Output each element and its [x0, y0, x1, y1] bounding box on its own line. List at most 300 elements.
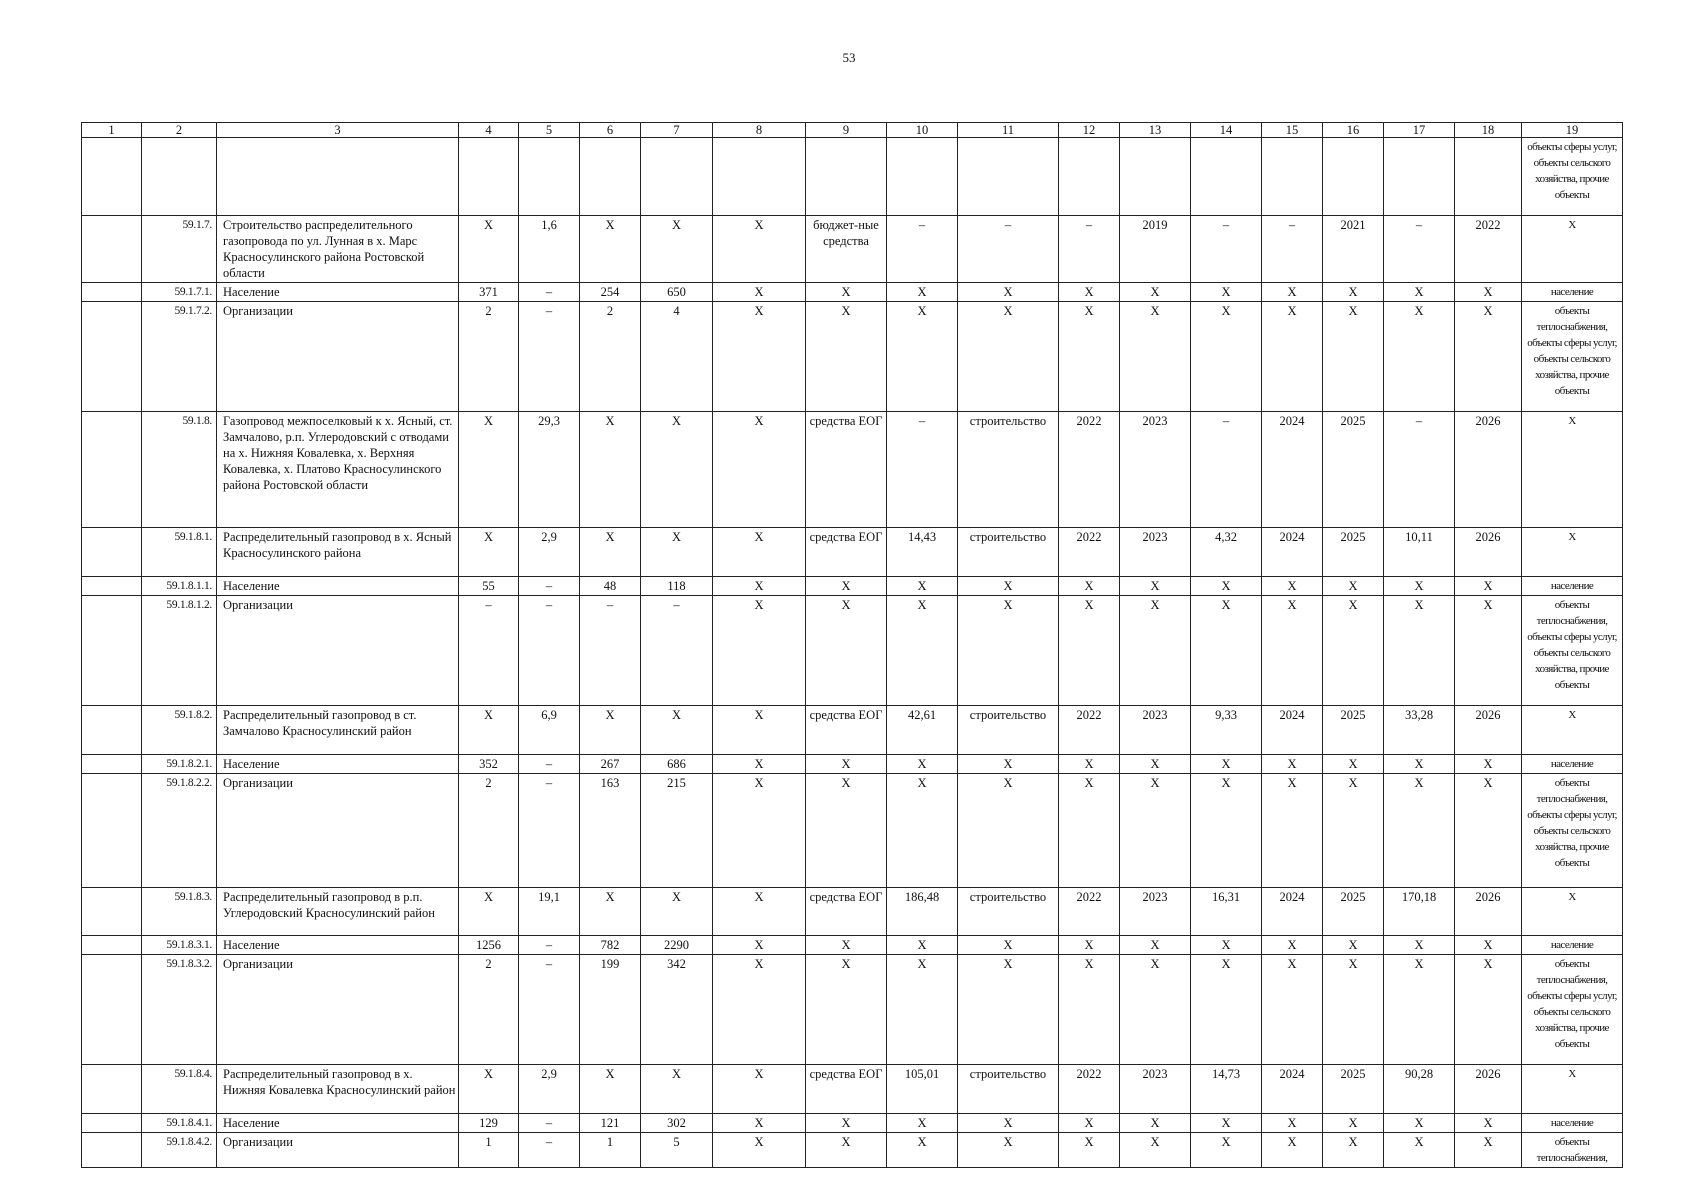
- table-cell-col-2: 59.1.8.1.1.: [142, 577, 217, 596]
- table-cell-col-1: [82, 706, 142, 755]
- table-cell-col-6: 2: [580, 302, 641, 412]
- table-cell-col-16: Х: [1323, 955, 1384, 1065]
- table-cell-col-11: Х: [958, 596, 1059, 706]
- table-row: [82, 577, 1623, 596]
- table-cell-col-3: Население: [217, 1114, 459, 1133]
- column-number-cell: 15: [1262, 123, 1323, 138]
- column-number-cell: 17: [1384, 123, 1455, 138]
- table-cell-col-9: средства ЕОГ: [806, 1065, 887, 1114]
- table-cell-col-4: 371: [459, 283, 519, 302]
- column-number-cell: 8: [713, 123, 806, 138]
- table-cell-col-5: 1,6: [519, 216, 580, 283]
- table-cell-col-10: 105,01: [887, 1065, 958, 1114]
- table-cell-col-13: 2023: [1120, 412, 1191, 528]
- table-cell-col-5: 2,9: [519, 1065, 580, 1114]
- table-cell-col-15: 2024: [1262, 888, 1323, 936]
- table-cell-col-7: 118: [641, 577, 713, 596]
- table-cell-col-5: –: [519, 302, 580, 412]
- table-cell-col-7: 302: [641, 1114, 713, 1133]
- table-cell-col-8: Х: [713, 412, 806, 528]
- table-row: [82, 1114, 1623, 1133]
- table-cell-col-2: [142, 138, 217, 216]
- table-cell-col-13: 2023: [1120, 888, 1191, 936]
- column-number-cell: 10: [887, 123, 958, 138]
- table-cell-col-13: [1120, 138, 1191, 216]
- table-cell-col-12: Х: [1059, 1114, 1120, 1133]
- table-cell-col-8: Х: [713, 577, 806, 596]
- table-cell-col-14: 16,31: [1191, 888, 1262, 936]
- table-row: [82, 1133, 1623, 1168]
- table-cell-col-18: Х: [1455, 936, 1522, 955]
- table-cell-col-14: [1191, 138, 1262, 216]
- table-cell-col-17: –: [1384, 216, 1455, 283]
- table-cell-col-5: –: [519, 755, 580, 774]
- column-number-cell: 3: [217, 123, 459, 138]
- table-cell-col-17: 170,18: [1384, 888, 1455, 936]
- table-cell-col-2: 59.1.7.2.: [142, 302, 217, 412]
- table-cell-col-11: Х: [958, 577, 1059, 596]
- table-cell-col-17: Х: [1384, 302, 1455, 412]
- table-cell-col-19: объекты сферы услуг, объекты сельского хозяйства, прочие объекты: [1522, 138, 1623, 216]
- table-cell-col-2: 59.1.7.: [142, 216, 217, 283]
- table-cell-col-7: 5: [641, 1133, 713, 1168]
- table-cell-col-12: 2022: [1059, 528, 1120, 577]
- table-cell-col-3: Население: [217, 936, 459, 955]
- table-cell-col-6: 254: [580, 283, 641, 302]
- table-cell-col-14: Х: [1191, 1114, 1262, 1133]
- table-cell-col-17: 10,11: [1384, 528, 1455, 577]
- column-number-cell: 19: [1522, 123, 1623, 138]
- table-cell-col-4: Х: [459, 1065, 519, 1114]
- table-cell-col-6: 48: [580, 577, 641, 596]
- table-row: [82, 955, 1623, 1065]
- table-cell-col-13: Х: [1120, 955, 1191, 1065]
- table-cell-col-13: Х: [1120, 577, 1191, 596]
- table-cell-col-2: 59.1.8.4.2.: [142, 1133, 217, 1168]
- table-cell-col-11: строительство: [958, 412, 1059, 528]
- table-cell-col-4: Х: [459, 412, 519, 528]
- column-number-cell: 18: [1455, 123, 1522, 138]
- table-row: [82, 774, 1623, 888]
- table-cell-col-4: 2: [459, 302, 519, 412]
- table-cell-col-11: строительство: [958, 706, 1059, 755]
- table-cell-col-10: Х: [887, 596, 958, 706]
- table-cell-col-8: Х: [713, 216, 806, 283]
- table-cell-col-19: Х: [1522, 706, 1623, 755]
- table-cell-col-9: Х: [806, 755, 887, 774]
- table-cell-col-1: [82, 577, 142, 596]
- table-cell-col-4: –: [459, 596, 519, 706]
- table-cell-col-10: Х: [887, 577, 958, 596]
- table-cell-col-8: Х: [713, 1133, 806, 1168]
- table-cell-col-1: [82, 1065, 142, 1114]
- table-cell-col-6: Х: [580, 1065, 641, 1114]
- table-cell-col-3: Распределительный газопровод в ст. Замчалово Красносулинский район: [217, 706, 459, 755]
- table-row: [82, 755, 1623, 774]
- table-cell-col-12: [1059, 138, 1120, 216]
- table-cell-col-15: Х: [1262, 1133, 1323, 1168]
- table-cell-col-6: [580, 138, 641, 216]
- table-cell-col-7: 342: [641, 955, 713, 1065]
- table-cell-col-19: объекты теплоснабжения, объекты сферы услуг, объекты сельского хозяйства, прочие объекты: [1522, 596, 1623, 706]
- table-cell-col-3: Население: [217, 577, 459, 596]
- table-cell-col-3: Газопровод межпоселковый к х. Ясный, ст. Замчалово, р.п. Углеродовский с отводами на х. Нижняя Ковалевка, х. Верхняя Ковалевка, х. Платово Красносулинского района Ростовской области: [217, 412, 459, 528]
- column-number-cell: 16: [1323, 123, 1384, 138]
- table-cell-col-13: Х: [1120, 755, 1191, 774]
- table-cell-col-15: Х: [1262, 302, 1323, 412]
- table-cell-col-18: 2022: [1455, 216, 1522, 283]
- table-cell-col-12: Х: [1059, 577, 1120, 596]
- table-cell-col-9: Х: [806, 955, 887, 1065]
- table-cell-col-3: Распределительный газопровод в х. Ясный Красносулинского района: [217, 528, 459, 577]
- table-cell-col-18: Х: [1455, 755, 1522, 774]
- table-cell-col-15: Х: [1262, 774, 1323, 888]
- table-cell-col-8: Х: [713, 755, 806, 774]
- table-cell-col-13: Х: [1120, 596, 1191, 706]
- table-cell-col-19: Х: [1522, 1065, 1623, 1114]
- table-cell-col-9: средства ЕОГ: [806, 706, 887, 755]
- table-cell-col-3: Распределительный газопровод в х. Нижняя Ковалевка Красносулинский район: [217, 1065, 459, 1114]
- column-number-row: [82, 123, 1623, 138]
- table-cell-col-19: население: [1522, 577, 1623, 596]
- table-cell-col-12: Х: [1059, 596, 1120, 706]
- table-cell-col-3: Организации: [217, 596, 459, 706]
- table-cell-col-11: строительство: [958, 528, 1059, 577]
- table-cell-col-16: Х: [1323, 596, 1384, 706]
- table-cell-col-1: [82, 1114, 142, 1133]
- table-cell-col-6: Х: [580, 216, 641, 283]
- table-cell-col-10: Х: [887, 1114, 958, 1133]
- table-cell-col-5: –: [519, 1133, 580, 1168]
- table-cell-col-19: Х: [1522, 216, 1623, 283]
- table-cell-col-4: 2: [459, 774, 519, 888]
- table-cell-col-9: средства ЕОГ: [806, 528, 887, 577]
- table-cell-col-6: 199: [580, 955, 641, 1065]
- table-row: [82, 528, 1623, 577]
- table-cell-col-15: Х: [1262, 1114, 1323, 1133]
- table-cell-col-13: Х: [1120, 1133, 1191, 1168]
- table-cell-col-1: [82, 888, 142, 936]
- column-number-cell: 2: [142, 123, 217, 138]
- table-row: [82, 706, 1623, 755]
- table-cell-col-19: Х: [1522, 888, 1623, 936]
- data-table: [81, 122, 1623, 1168]
- table-cell-col-8: Х: [713, 596, 806, 706]
- table-cell-col-4: Х: [459, 216, 519, 283]
- table-cell-col-16: 2025: [1323, 706, 1384, 755]
- table-row: [82, 216, 1623, 283]
- table-cell-col-8: Х: [713, 936, 806, 955]
- table-cell-col-8: Х: [713, 283, 806, 302]
- table-cell-col-11: [958, 138, 1059, 216]
- table-cell-col-5: 29,3: [519, 412, 580, 528]
- table-cell-col-19: Х: [1522, 528, 1623, 577]
- table-row: [82, 888, 1623, 936]
- table-cell-col-1: [82, 283, 142, 302]
- table-cell-col-18: 2026: [1455, 1065, 1522, 1114]
- table-row: [82, 283, 1623, 302]
- table-cell-col-3: Организации: [217, 302, 459, 412]
- table-cell-col-5: –: [519, 1114, 580, 1133]
- table-cell-col-15: Х: [1262, 577, 1323, 596]
- table-cell-col-15: Х: [1262, 755, 1323, 774]
- table-cell-col-16: Х: [1323, 774, 1384, 888]
- table-cell-col-13: 2023: [1120, 1065, 1191, 1114]
- table-cell-col-11: –: [958, 216, 1059, 283]
- column-number-cell: 11: [958, 123, 1059, 138]
- table-cell-col-2: 59.1.8.2.: [142, 706, 217, 755]
- table-cell-col-8: Х: [713, 1114, 806, 1133]
- table-cell-col-16: 2025: [1323, 888, 1384, 936]
- column-number-cell: 9: [806, 123, 887, 138]
- table-cell-col-17: Х: [1384, 774, 1455, 888]
- table-cell-col-11: Х: [958, 955, 1059, 1065]
- table-cell-col-10: Х: [887, 774, 958, 888]
- table-cell-col-3: Строительство распределительного газопровода по ул. Лунная в х. Марс Красносулинского района Ростовской области: [217, 216, 459, 283]
- column-number-cell: 1: [82, 123, 142, 138]
- table-cell-col-6: Х: [580, 412, 641, 528]
- table-cell-col-10: 14,43: [887, 528, 958, 577]
- table-cell-col-17: Х: [1384, 1114, 1455, 1133]
- table-cell-col-12: Х: [1059, 936, 1120, 955]
- table-cell-col-17: 33,28: [1384, 706, 1455, 755]
- table-cell-col-1: [82, 302, 142, 412]
- table-cell-col-10: Х: [887, 936, 958, 955]
- table-cell-col-6: –: [580, 596, 641, 706]
- table-cell-col-7: –: [641, 596, 713, 706]
- table-cell-col-7: 2290: [641, 936, 713, 955]
- table-cell-col-7: Х: [641, 528, 713, 577]
- table-cell-col-16: Х: [1323, 936, 1384, 955]
- table-cell-col-8: Х: [713, 955, 806, 1065]
- table-cell-col-1: [82, 1133, 142, 1168]
- table-cell-col-10: Х: [887, 1133, 958, 1168]
- table-cell-col-18: Х: [1455, 1133, 1522, 1168]
- table-cell-col-16: Х: [1323, 1114, 1384, 1133]
- table-cell-col-14: Х: [1191, 936, 1262, 955]
- table-cell-col-15: Х: [1262, 936, 1323, 955]
- table-cell-col-16: 2021: [1323, 216, 1384, 283]
- table-cell-col-5: –: [519, 283, 580, 302]
- table-cell-col-14: Х: [1191, 283, 1262, 302]
- column-number-cell: 14: [1191, 123, 1262, 138]
- table-cell-col-7: 4: [641, 302, 713, 412]
- table-cell-col-9: Х: [806, 283, 887, 302]
- table-cell-col-8: Х: [713, 528, 806, 577]
- table-cell-col-6: 121: [580, 1114, 641, 1133]
- page-number: 53: [842, 50, 856, 65]
- table-cell-col-7: Х: [641, 412, 713, 528]
- table-cell-col-2: 59.1.7.1.: [142, 283, 217, 302]
- table-cell-col-16: Х: [1323, 577, 1384, 596]
- table-cell-col-12: Х: [1059, 955, 1120, 1065]
- table-cell-col-5: 6,9: [519, 706, 580, 755]
- table-cell-col-3: Население: [217, 283, 459, 302]
- table-cell-col-14: –: [1191, 216, 1262, 283]
- table-cell-col-16: Х: [1323, 283, 1384, 302]
- table-cell-col-7: Х: [641, 216, 713, 283]
- table-cell-col-18: 2026: [1455, 706, 1522, 755]
- table-cell-col-7: Х: [641, 888, 713, 936]
- table-cell-col-11: строительство: [958, 888, 1059, 936]
- table-cell-col-1: [82, 216, 142, 283]
- table-cell-col-4: 2: [459, 955, 519, 1065]
- table-cell-col-13: Х: [1120, 774, 1191, 888]
- table-cell-col-14: Х: [1191, 302, 1262, 412]
- table-cell-col-11: Х: [958, 1133, 1059, 1168]
- column-number-cell: 6: [580, 123, 641, 138]
- table-cell-col-18: Х: [1455, 955, 1522, 1065]
- table-cell-col-4: 1: [459, 1133, 519, 1168]
- table-cell-col-2: 59.1.8.4.1.: [142, 1114, 217, 1133]
- table-cell-col-10: –: [887, 216, 958, 283]
- table-cell-col-14: 14,73: [1191, 1065, 1262, 1114]
- table-cell-col-14: –: [1191, 412, 1262, 528]
- table-row: [82, 596, 1623, 706]
- table-cell-col-14: Х: [1191, 755, 1262, 774]
- table-cell-col-19: объекты теплоснабжения,: [1522, 1133, 1623, 1168]
- table-cell-col-12: Х: [1059, 755, 1120, 774]
- table-cell-col-3: [217, 138, 459, 216]
- table-cell-col-2: 59.1.8.1.: [142, 528, 217, 577]
- table-cell-col-2: 59.1.8.3.1.: [142, 936, 217, 955]
- table-row: [82, 138, 1623, 216]
- table-cell-col-5: –: [519, 774, 580, 888]
- table-cell-col-19: объекты теплоснабжения, объекты сферы услуг, объекты сельского хозяйства, прочие объекты: [1522, 302, 1623, 412]
- table-cell-col-10: Х: [887, 955, 958, 1065]
- table-cell-col-9: [806, 138, 887, 216]
- table-cell-col-4: 55: [459, 577, 519, 596]
- table-cell-col-15: 2024: [1262, 412, 1323, 528]
- table-cell-col-10: –: [887, 412, 958, 528]
- table-row: [82, 412, 1623, 528]
- table-cell-col-1: [82, 955, 142, 1065]
- table-cell-col-10: Х: [887, 283, 958, 302]
- table-cell-col-12: 2022: [1059, 888, 1120, 936]
- table-cell-col-2: 59.1.8.2.2.: [142, 774, 217, 888]
- table-cell-col-8: [713, 138, 806, 216]
- column-number-cell: 13: [1120, 123, 1191, 138]
- table-cell-col-10: 186,48: [887, 888, 958, 936]
- table-cell-col-7: Х: [641, 1065, 713, 1114]
- column-number-cell: 5: [519, 123, 580, 138]
- table-cell-col-14: Х: [1191, 1133, 1262, 1168]
- table-cell-col-4: [459, 138, 519, 216]
- table-cell-col-6: Х: [580, 706, 641, 755]
- table-cell-col-16: 2025: [1323, 528, 1384, 577]
- table-cell-col-19: объекты теплоснабжения, объекты сферы услуг, объекты сельского хозяйства, прочие объекты: [1522, 955, 1623, 1065]
- table-cell-col-3: Организации: [217, 774, 459, 888]
- table-cell-col-18: Х: [1455, 577, 1522, 596]
- table-cell-col-18: Х: [1455, 1114, 1522, 1133]
- table-cell-col-16: 2025: [1323, 412, 1384, 528]
- table-cell-col-5: –: [519, 577, 580, 596]
- table-cell-col-5: –: [519, 955, 580, 1065]
- table-cell-col-17: Х: [1384, 577, 1455, 596]
- table-cell-col-16: 2025: [1323, 1065, 1384, 1114]
- table-cell-col-18: 2026: [1455, 412, 1522, 528]
- table-cell-col-18: Х: [1455, 302, 1522, 412]
- table-cell-col-1: [82, 774, 142, 888]
- table-cell-col-12: Х: [1059, 774, 1120, 888]
- table-cell-col-2: 59.1.8.4.: [142, 1065, 217, 1114]
- table-cell-col-9: средства ЕОГ: [806, 412, 887, 528]
- table-cell-col-17: Х: [1384, 936, 1455, 955]
- table-cell-col-7: Х: [641, 706, 713, 755]
- table-cell-col-6: 1: [580, 1133, 641, 1168]
- table-cell-col-1: [82, 412, 142, 528]
- table-cell-col-5: 2,9: [519, 528, 580, 577]
- table-cell-col-8: Х: [713, 888, 806, 936]
- table-row: [82, 1065, 1623, 1114]
- table-cell-col-12: 2022: [1059, 706, 1120, 755]
- table-cell-col-4: 1256: [459, 936, 519, 955]
- table-cell-col-5: [519, 138, 580, 216]
- table-cell-col-17: [1384, 138, 1455, 216]
- table-cell-col-13: 2023: [1120, 528, 1191, 577]
- table-cell-col-4: Х: [459, 888, 519, 936]
- table-cell-col-12: Х: [1059, 302, 1120, 412]
- table-cell-col-5: –: [519, 596, 580, 706]
- table-cell-col-8: Х: [713, 706, 806, 755]
- table-cell-col-5: 19,1: [519, 888, 580, 936]
- column-number-cell: 12: [1059, 123, 1120, 138]
- table-cell-col-4: 129: [459, 1114, 519, 1133]
- column-number-cell: 4: [459, 123, 519, 138]
- table-cell-col-17: –: [1384, 412, 1455, 528]
- table-cell-col-11: Х: [958, 302, 1059, 412]
- table-cell-col-15: Х: [1262, 283, 1323, 302]
- table-cell-col-15: 2024: [1262, 528, 1323, 577]
- table-cell-col-17: Х: [1384, 955, 1455, 1065]
- table-cell-col-16: Х: [1323, 302, 1384, 412]
- table-cell-col-7: 686: [641, 755, 713, 774]
- table-cell-col-3: Население: [217, 755, 459, 774]
- table-cell-col-10: [887, 138, 958, 216]
- table-cell-col-6: 163: [580, 774, 641, 888]
- table-cell-col-16: Х: [1323, 1133, 1384, 1168]
- table-cell-col-3: Организации: [217, 955, 459, 1065]
- table-cell-col-11: Х: [958, 755, 1059, 774]
- table-cell-col-12: –: [1059, 216, 1120, 283]
- table-cell-col-13: Х: [1120, 283, 1191, 302]
- table-cell-col-1: [82, 936, 142, 955]
- table-cell-col-13: 2019: [1120, 216, 1191, 283]
- table-cell-col-14: Х: [1191, 577, 1262, 596]
- table-cell-col-1: [82, 138, 142, 216]
- table-cell-col-9: Х: [806, 1114, 887, 1133]
- table-cell-col-13: Х: [1120, 936, 1191, 955]
- table-cell-col-8: Х: [713, 302, 806, 412]
- table-cell-col-12: 2022: [1059, 412, 1120, 528]
- table-cell-col-19: население: [1522, 755, 1623, 774]
- table-cell-col-15: –: [1262, 216, 1323, 283]
- table-cell-col-15: [1262, 138, 1323, 216]
- table-cell-col-17: Х: [1384, 1133, 1455, 1168]
- table-cell-col-14: Х: [1191, 596, 1262, 706]
- table-cell-col-9: Х: [806, 596, 887, 706]
- table-cell-col-2: 59.1.8.2.1.: [142, 755, 217, 774]
- table-cell-col-9: Х: [806, 936, 887, 955]
- table-cell-col-9: Х: [806, 577, 887, 596]
- table-cell-col-14: Х: [1191, 955, 1262, 1065]
- table-cell-col-10: 42,61: [887, 706, 958, 755]
- table-cell-col-4: Х: [459, 528, 519, 577]
- table-cell-col-15: 2024: [1262, 706, 1323, 755]
- table-cell-col-16: [1323, 138, 1384, 216]
- table-cell-col-17: Х: [1384, 283, 1455, 302]
- table-cell-col-6: 782: [580, 936, 641, 955]
